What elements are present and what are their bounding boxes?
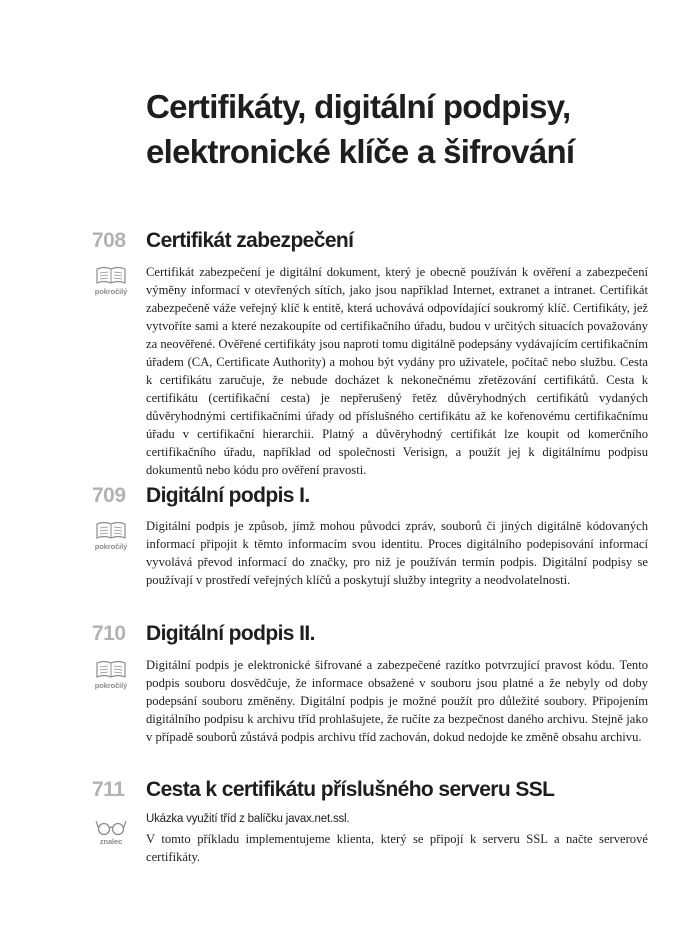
section-number: 711 (92, 778, 125, 801)
section-number: 709 (92, 484, 126, 507)
difficulty-badge (93, 266, 129, 296)
difficulty-badge (93, 660, 129, 690)
section-title: Cesta k certifikátu příslušného serveru SSL (146, 778, 555, 801)
section-title: Digitální podpis I. (146, 484, 310, 507)
example-label: Ukázka využití tříd z balíčku javax.net.ssl. (146, 813, 350, 825)
difficulty-badge (93, 521, 129, 551)
section-body: Digitální podpis je elektronické šifrované a zabezpečené razítko potvrzující pravost kódu. Tento podpis souboru dosvědčuje, že informace obsažené v souboru jsou platné a že nebyly od doby podepsání souboru změněny. Digitální podpis je možné použít pro důležité soubory. Připojením digitálního podpisu k archivu tříd prohlašujete, že ručíte za bezpečnost daného archivu. Stejně jako v případě souborů zůstává podpis archivu tříd zachován, dokud nedojde ke změně obsahu archivu. (146, 658, 648, 744)
section-title: Certifikát zabezpečení (146, 229, 354, 252)
section-number: 710 (92, 622, 126, 645)
chapter-title-line-1: Certifikáty, digitální podpisy, (146, 88, 571, 125)
chapter-title-line-2: elektronické klíče a šifrování (146, 133, 575, 170)
difficulty-label: znalec (99, 837, 123, 846)
open-book-icon (95, 521, 127, 541)
difficulty-badge (93, 816, 129, 846)
difficulty-label: pokročilý (94, 681, 128, 690)
section-body: Digitální podpis je způsob, jímž mohou původci zpráv, souborů či jiných digitálně kódovaných informací připojit k těmto informacím svou identitu. Proces digitálního podepisování informací vyvolává převod informací do značky, pro niž je používán termín podpis. Digitální podpisy se používají v prostředí veřejných klíčů a poskytují služby integrity a neodvolatelnosti. (146, 519, 648, 587)
section-number: 708 (92, 229, 126, 252)
section-body: Certifikát zabezpečení je digitální dokument, který je obecně používán k ověření a zabezpečení výměny informací v otevřených sítích, jako jsou například Internet, extranet a intranet. Certifikát zabezpečeně váže veřejný klíč k entitě, která uchovává odpovídající soukromý klíč. Certifikáty, jež vytvoříte sami a které nezakoupíte od certifikačního úřadu, budou v určitých situacích považovány za neověřené. Ověřené certifikáty jsou naproti tomu digitálně podepsány vydávajícím certifikačním úřadem (CA, Certificate Authority) a mohou být vydány pro uživatele, počítač nebo službu. Cesta k certifikátu zaručuje, že nebude docházet k nekonečnému zřetězování certifikátů. Cesta k certifikátu (certifikační cesta) je nepřerušený řetěz důvěryhodných certifikátů vydaných důvěryhodnými certifikačními úřady od příslušného certifikátu až ke kořenovému certifikačnímu úřadu v certifikační hierarchii. Platný a důvěryhodný certifikát lze koupit od komerčního certifikačního úřadu, například od společnosti Verisign, a použít jej k digitálnímu podpisu dokumentů nebo kódu pro ověření pravosti. (146, 265, 648, 477)
open-book-icon (95, 660, 127, 680)
difficulty-label: pokročilý (94, 542, 128, 551)
difficulty-label: pokročilý (94, 287, 128, 296)
section-title: Digitální podpis II. (146, 622, 315, 645)
chapter-title (146, 84, 646, 174)
open-book-icon (95, 266, 127, 286)
glasses-icon (95, 816, 127, 836)
section-body: V tomto příkladu implementujeme klienta, který se připojí k serveru SSL a načte serverové certifikáty. (146, 832, 648, 864)
